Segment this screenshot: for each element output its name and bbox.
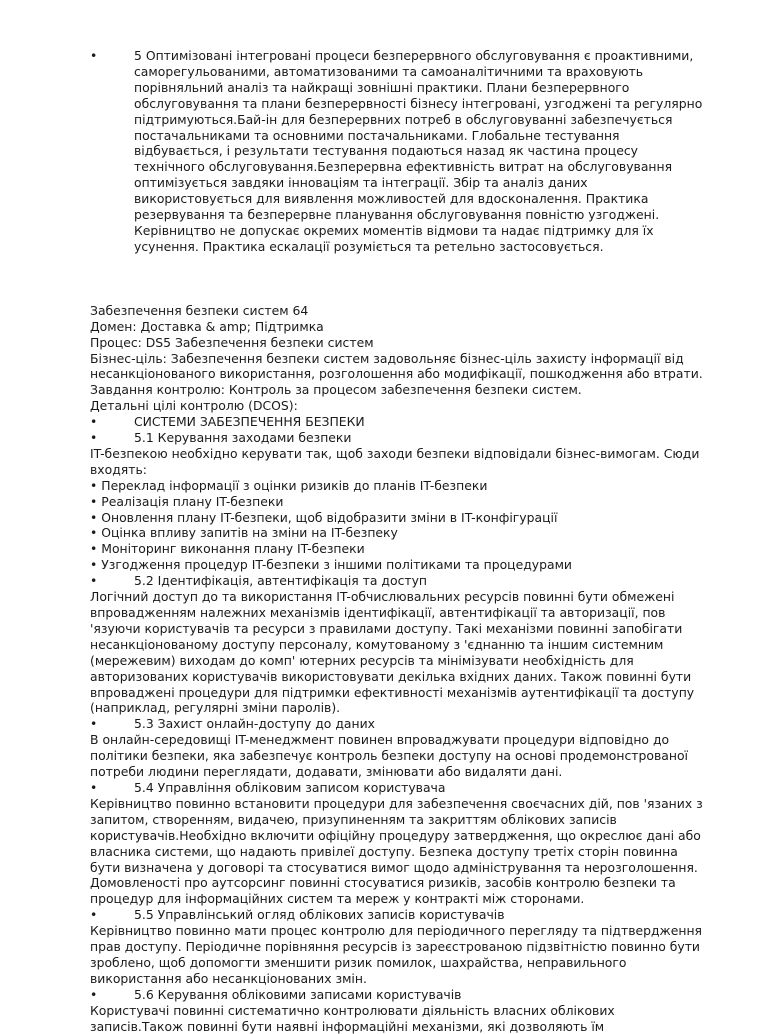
- section-body: IT-безпекою необхідно керувати так, щоб заходи безпеки відповідали бізнес-вимогам. Сюди входять:: [90, 445, 700, 477]
- bullet-mark: •: [90, 573, 98, 589]
- section-body: В онлайн-середовищі IT-менеджмент повинен впроваджувати процедури відповідно до політики безпеки, яка забезпечує контроль безпеки доступу на основі продемонстрованої потреби людини переглядати, додавати, змінювати або видаляти дані.: [90, 732, 688, 780]
- business-goal: Бізнес-ціль: Забезпечення безпеки систем задовольняє бізнес-ціль захисту інформації від несанкціонованого використання, розголошення або модифікації, пошкодження або втрати.: [90, 350, 703, 382]
- section-body: Керівництво повинно встановити процедури для забезпечення своєчасних дій, пов 'язаних з запитом, створенням, видачею, призупиненням та закриттям облікових записів користувачів.Необхідно включити офіційну процедуру затвердження, що окреслює дані або власника системи, що надають привілеї доступу. Безпека доступу третіх сторін повинна бути визначена у договорі та стосуватися вимог щодо адміністрування та нерозголошення. Домовленості про аутсорсинг повинні стосуватися ризиків, засобів контролю безпеки та процедур для інформаційних систем та мереж у контракті між сторонами.: [90, 795, 703, 907]
- section-gap: [90, 255, 708, 303]
- list-item: • Оцінка впливу запитів на зміни на IT-безпеку: [90, 525, 398, 541]
- section-heading: СИСТЕМИ ЗАБЕЗПЕЧЕННЯ БЕЗПЕКИ: [134, 414, 365, 430]
- section-heading-row: [90, 907, 708, 923]
- section-heading: 5.6 Керування обліковими записами користувачів: [134, 986, 462, 1002]
- bullet-mark: •: [90, 716, 98, 732]
- section-heading-row: [90, 573, 708, 589]
- section-heading-row: [90, 430, 708, 446]
- list-item: • Реалізація плану IT-безпеки: [90, 493, 284, 509]
- intro-paragraph: 5 Оптимізовані інтегровані процеси безперервного обслуговування є проактивними, саморегульованими, автоматизованими та самоаналітичними та враховують порівняльний аналіз та найкращі зовнішні практики. Плани безперервного обслуговування та плани безперервності бізнесу інтегровані, узгоджені та регулярно підтримуються.Бай-ін для безперервних потреб в обслуговуванні забезпечується постачальниками та основними постачальниками. Глобальне тестування відбувається, і результати тестування подаються назад як частина процесу технічного обслуговування.Безперервна ефективність витрат на обслуговування оптимізується завдяки інноваціям та інтеграції. Збір та аналіз даних використовується для виявлення можливостей для вдосконалення. Практика резервування та безперервне планування обслуговування повністю узгоджені. Керівництво не допускає окремих моментів відмови та надає підтримку для їх усунення. Практика ескалації розуміється та ретельно застосовується.: [134, 48, 703, 254]
- section-body: Користувачі повинні систематично контролювати діяльність власних облікових записів.Також повинні бути наявні інформаційні механізми, які дозволяють їм: [90, 1002, 615, 1034]
- section-heading-row: [90, 780, 708, 796]
- section-body: Керівництво повинно мати процес контролю для періодичного перегляду та підтвердження прав доступу. Періодичне порівняння ресурсів із зареєстрованою підзвітністю повинно бути зроблено, щоб допомогти зменшити ризик помилок, шахрайства, неправильного використання або несанкціонованих змін.: [90, 923, 702, 986]
- section-heading: 5.4 Управління обліковим записом користувача: [134, 779, 446, 795]
- control-task: Завдання контролю: Контроль за процесом забезпечення безпеки систем.: [90, 382, 582, 398]
- list-item: • Моніторинг виконання плану IT-безпеки: [90, 541, 365, 557]
- list-item: • Переклад інформації з оцінки ризиків до планів IT-безпеки: [90, 477, 488, 493]
- bullet-mark: •: [90, 414, 98, 430]
- process-line: Процес: DS5 Забезпечення безпеки систем: [90, 334, 374, 350]
- section-title: Забезпечення безпеки систем 64: [90, 302, 309, 318]
- section-heading-row: [90, 987, 708, 1003]
- bullet-mark: •: [90, 48, 98, 63]
- section-heading: 5.2 Ідентифікація, автентифікація та доступ: [134, 573, 428, 589]
- section-heading: 5.5 Управлінський огляд облікових записів користувачів: [134, 907, 505, 923]
- section-heading-row: [90, 414, 708, 430]
- bullet-mark: •: [90, 986, 98, 1002]
- section-heading-row: [90, 716, 708, 732]
- detailed-goals: Детальні цілі контролю (DCOS):: [90, 398, 298, 414]
- list-item: • Оновлення плану IT-безпеки, щоб відобразити зміни в IT-конфігурації: [90, 509, 558, 525]
- section-heading: 5.3 Захист онлайн-доступу до даних: [134, 716, 375, 732]
- section-heading: 5.1 Керування заходами безпеки: [134, 430, 352, 446]
- bullet-mark: •: [90, 779, 98, 795]
- list-item: • Узгодження процедур IT-безпеки з іншими політиками та процедурами: [90, 557, 572, 573]
- section-body: Логічний доступ до та використання IT-обчислювальних ресурсів повинні бути обмежені впровадженням належних механізмів ідентифікації, автентифікації та авторизації, пов 'язуючи користувачів та ресурси з правилами доступу. Такі механізми повинні запобігати несанкціонованому доступу персоналу, комутованому з 'єднанню та іншим системним (мережевим) виходам до комп' ютерних ресурсів та мінімізувати необхідність для авторизованих користувачів використовувати декілька вхідних даних. Також повинні бути впроваджені процедури для підтримки ефективності механізмів аутентифікації та доступу (наприклад, регулярні зміни паролів).: [90, 589, 695, 716]
- bullet-mark: •: [90, 907, 98, 923]
- bullet-mark: •: [90, 430, 98, 446]
- intro-item: [90, 48, 708, 255]
- domain-line: Домен: Доставка & amp; Підтримка: [90, 318, 324, 334]
